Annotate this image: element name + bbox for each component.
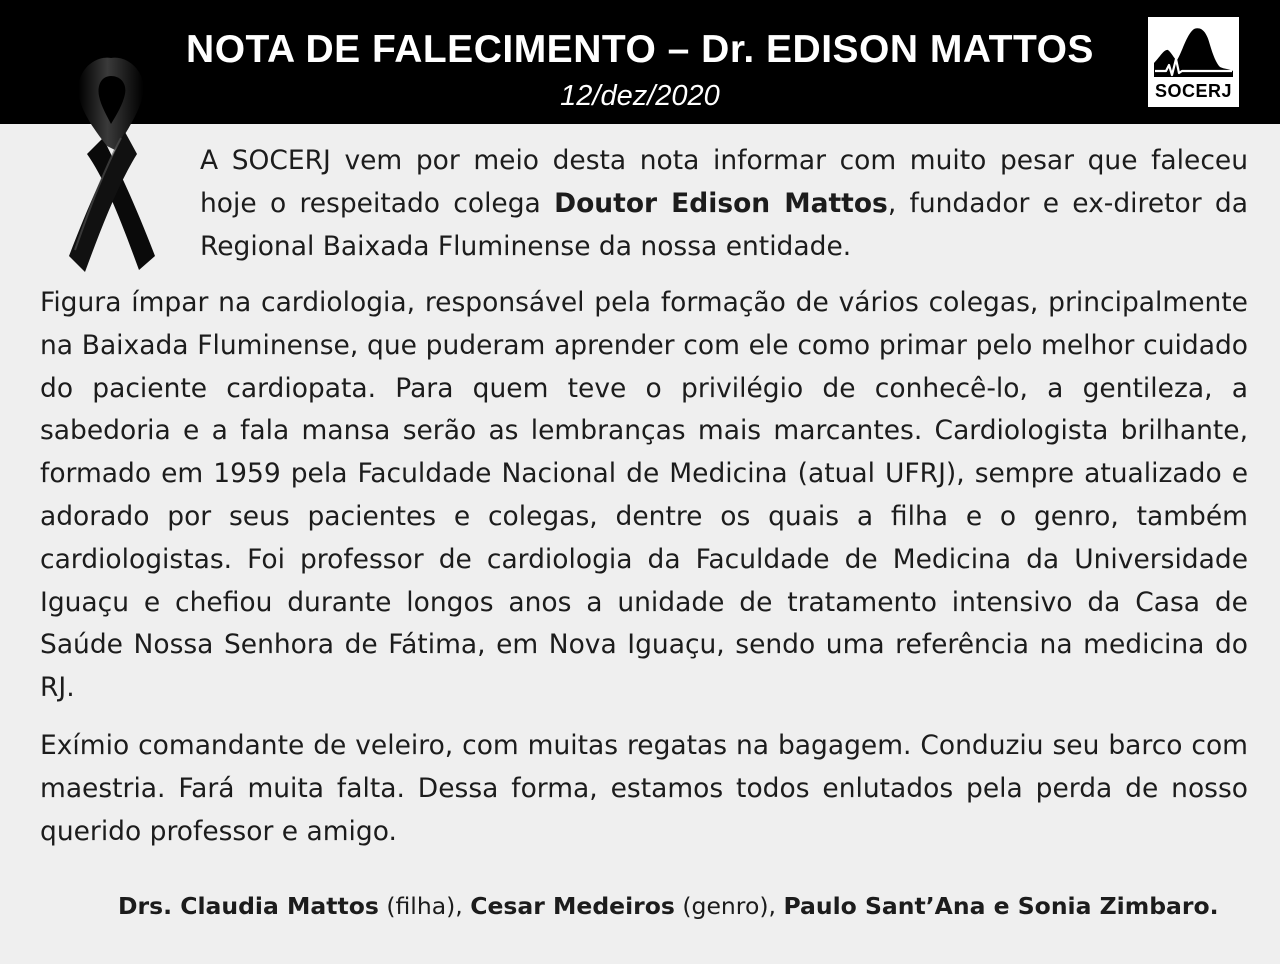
signers-paulo-sonia: Paulo Sant’Ana e Sonia Zimbaro. [783, 892, 1219, 920]
closing-paragraph: Exímio comandante de veleiro, com muitas regatas na bagagem. Conduziu seu barco com maestria. Fará muita falta. Dessa forma, estamos todos enlutados pela perda de nosso querido professor e amigo. [40, 730, 1248, 847]
relation-filha: (filha), [378, 892, 471, 920]
mourning-ribbon-icon [55, 54, 165, 276]
relation-genro: (genro), [674, 892, 784, 920]
publication-date: 12/dez/2020 [560, 80, 720, 112]
biography-paragraph: Figura ímpar na cardiologia, responsável pela formação de vários colegas, principalmente na Baixada Fluminense, que puderam aprender com ele como primar pelo melhor cuidado do paciente cardiopata. Para quem teve o privilégio de conhecê-lo, a gentileza, a sabedoria e a fala mansa serão as lembranças mais marcantes. Cardiologista brilhante, formado em 1959 pela Faculdade Nacional de Medicina (atual UFRJ), sempre atualizado e adorado por seus pacientes e colegas, dentre os quais a filha e o genro, também cardiologistas. Foi professor de cardiologia da Faculdade de Medicina da Universidade Iguaçu e chefiou durante longos anos a unidade de tratamento intensivo da Casa de Saúde Nossa Senhora de Fátima, em Nova Iguaçu, sendo uma referência na medicina do RJ. [40, 287, 1248, 704]
signer-claudia: Drs. Claudia Mattos [118, 892, 379, 920]
mountain-icon [1152, 23, 1235, 79]
page-title: NOTA DE FALECIMENTO – Dr. EDISON MATTOS [186, 28, 1094, 71]
signature-line [118, 886, 1248, 926]
deceased-name: Doutor Edison Mattos [554, 187, 888, 219]
intro-text-end: , fundador e ex-diretor da Regional Baixada Fluminense da nossa entidade. [200, 187, 1248, 262]
intro-paragraph [200, 140, 1248, 268]
socerj-logo [1148, 17, 1239, 107]
header-banner [0, 0, 1280, 124]
logo-text: SOCERJ [1154, 81, 1233, 101]
intro-text-start: A SOCERJ vem por meio desta nota informar com muito pesar que faleceu hoje o respeitado colega [200, 145, 1248, 219]
signer-cesar: Cesar Medeiros [470, 892, 675, 920]
